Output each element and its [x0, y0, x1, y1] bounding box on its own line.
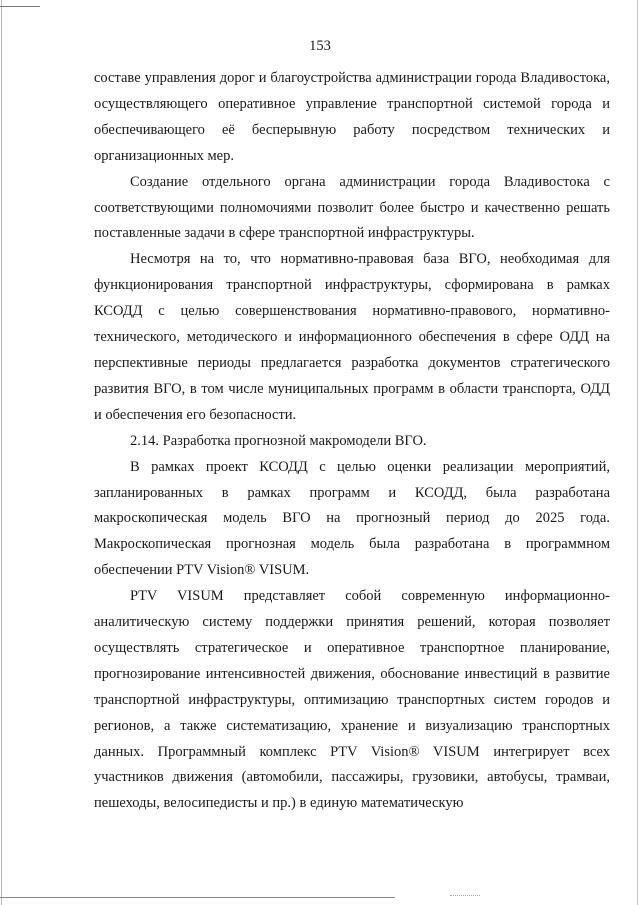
paragraph-continuation: составе управления дорог и благоустройства администрации города Владивостока, осуществляющего оперативное управление транспортной системой города и обеспечивающего её бесперывную работу посредством технических и организационных мер. — [94, 70, 610, 164]
scan-specks — [450, 895, 480, 897]
paragraph: В рамках проект КСОДД с целью оценки реализации мероприятий, запланированных в рамках программ и КСОДД, была разработана макроскопическая модель ВГО на прогнозный период до 2025 года. Макроскопическая прогнозная модель была разработана в программном обеспечении PTV Vision® VISUM. — [94, 458, 610, 579]
paragraph: Несмотря на то, что нормативно-правовая база ВГО, необходимая для функционирования транспортной инфраструктуры, сформирована в рамках КСОДД с целью совершенствования нормативно-правового, нормативно-технического, методического и информационного обеспечения в сфере ОДД на перспективные периоды предлагается разработка документов стратегического развития ВГО, в том числе муниципальных программ в области транспорта, ОДД и обеспечения его безопасности. — [94, 251, 610, 423]
scan-mark-top — [0, 6, 40, 7]
page-number: 153 — [309, 38, 331, 54]
scan-edge-left — [1, 0, 2, 905]
body-text — [94, 66, 610, 817]
section-heading: 2.14. Разработка прогнозной макромодели ВГО. — [130, 432, 427, 449]
scan-edge-right — [637, 0, 638, 905]
scan-mark-bottom — [0, 897, 395, 898]
paragraph: Создание отдельного органа администрации города Владивостока с соответствующими полномочиями позволит более быстро и качественно решать поставленные задачи в сфере транспортной инфраструктуры. — [94, 173, 610, 242]
paragraph: PTV VISUM представляет собой современную информационно-аналитическую систему поддержки принятия решений, которая позволяет осуществлять стратегическое и оперативное транспортное планирование, прогнозирование интенсивностей движения, обоснование инвестиций в развитие транспортной инфраструктуры, оптимизацию транспортных систем городов и регионов, а также систематизацию, хранение и визуализацию транспортных данных. Программный комплекс PTV Vision® VISUM интегрирует всех участников движения (автомобили, пассажиры, грузовики, автобусы, трамваи, пешеходы, велосипедисты и пр.) в единую математическую — [94, 588, 610, 812]
